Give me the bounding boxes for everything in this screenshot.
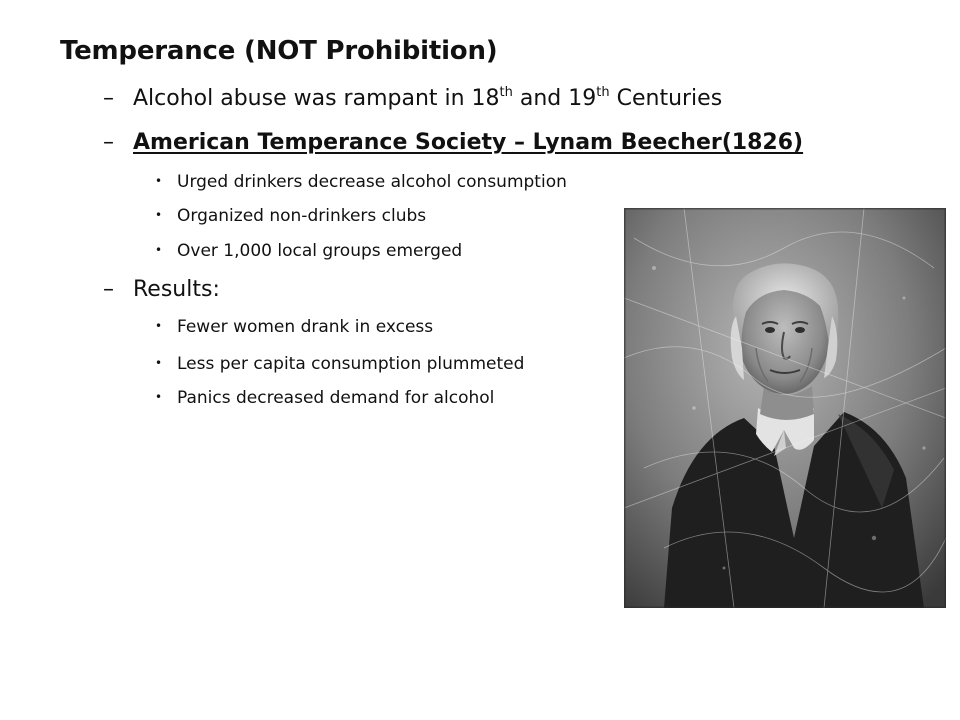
alcohol-abuse-text-middle: and 19 [512, 86, 597, 111]
bullet-results [103, 277, 220, 302]
sub-bullet-text: Organized non-drinkers clubs [177, 206, 427, 226]
alcohol-abuse-text-suffix: Centuries [609, 86, 723, 111]
bullet-icon: • [155, 208, 163, 222]
sub-bullet-text: Panics decreased demand for alcohol [177, 388, 495, 408]
bullet-icon: • [155, 390, 163, 404]
sub-bullet-fewer-women [155, 317, 433, 337]
sub-bullet-per-capita [155, 354, 524, 374]
sub-bullet-local-groups [155, 241, 462, 261]
sub-bullet-panics [155, 388, 494, 408]
dash-marker: – [103, 130, 114, 155]
dash-marker: – [103, 277, 114, 302]
sub-bullet-text: Over 1,000 local groups emerged [177, 241, 463, 261]
bullet-icon: • [155, 174, 163, 188]
sub-bullet-text: Fewer women drank in excess [177, 317, 434, 337]
portrait-image [624, 208, 946, 608]
dash-marker: – [103, 86, 114, 111]
bullet-alcohol-abuse [103, 86, 722, 111]
bullet-icon: • [155, 356, 163, 370]
bullet-icon: • [155, 243, 163, 257]
bullet-icon: • [155, 319, 163, 333]
alcohol-abuse-text-prefix: Alcohol abuse was rampant in 18 [133, 86, 500, 111]
slide-title: Temperance (NOT Prohibition) [60, 36, 498, 66]
sub-bullet-text: Less per capita consumption plummeted [177, 354, 525, 374]
superscript-th: th [499, 85, 513, 100]
sub-bullet-urged-drinkers [155, 172, 567, 192]
superscript-th: th [596, 85, 610, 100]
sub-bullet-non-drinkers-clubs [155, 206, 426, 226]
lyman-beecher-portrait [624, 208, 946, 608]
sub-bullet-text: Urged drinkers decrease alcohol consumption [177, 172, 567, 192]
results-text: Results: [133, 277, 220, 302]
american-temperance-society-text: American Temperance Society – Lynam Beecher(1826) [133, 130, 804, 155]
bullet-american-temperance-society [103, 130, 803, 155]
